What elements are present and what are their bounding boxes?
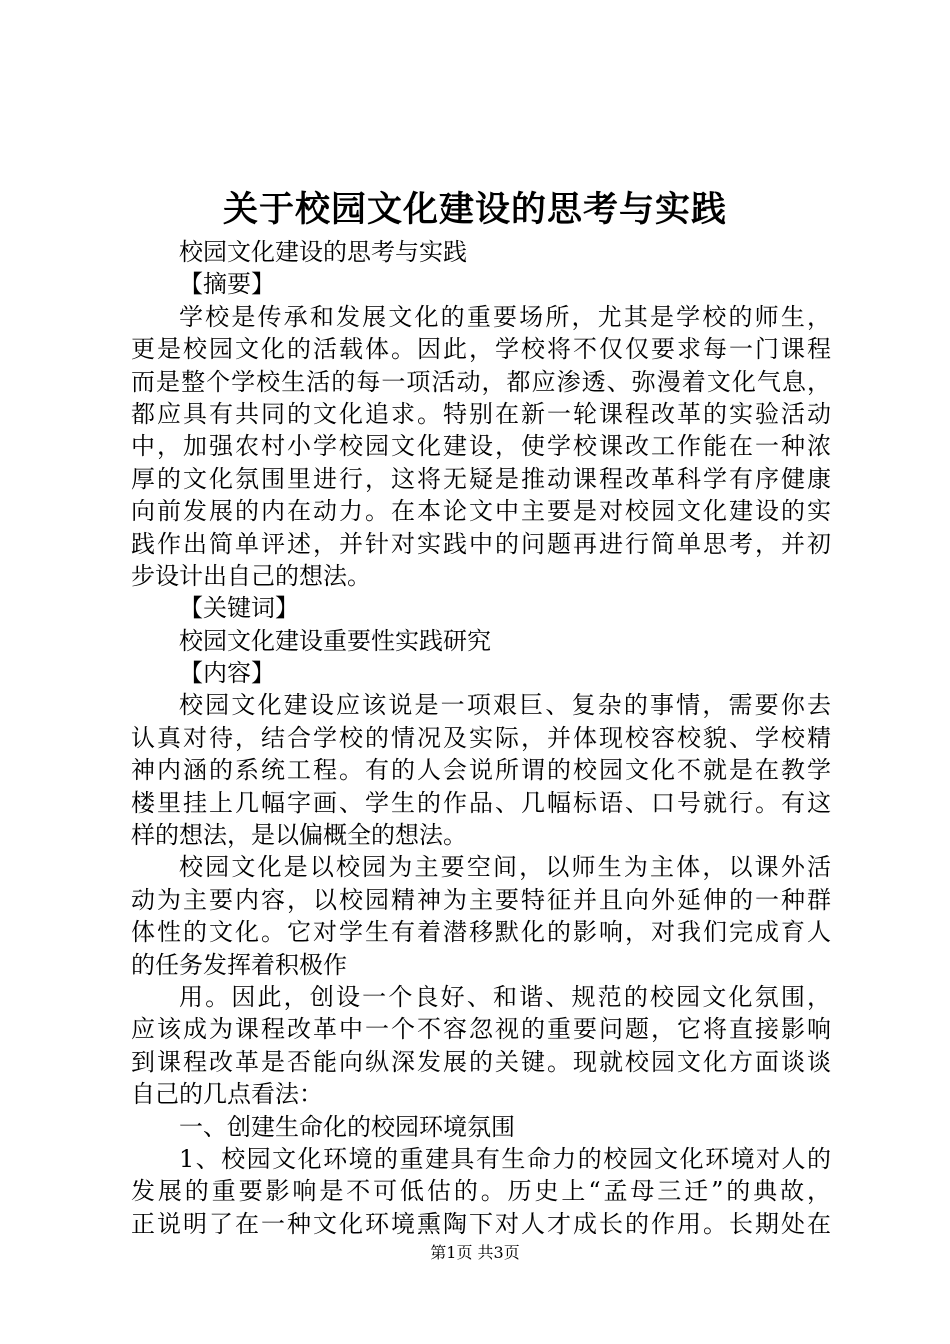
document-title: 关于校园文化建设的思考与实践 bbox=[222, 189, 727, 230]
text-line: 应该成为课程改革中一个不容忽视的重要问题，它将直接影响 bbox=[131, 1015, 831, 1044]
text-line: 1、校园文化环境的重建具有生命力的校园文化环境对人的 bbox=[179, 1144, 831, 1173]
text-line: 神内涵的系统工程。有的人会说所谓的校园文化不就是在教学 bbox=[131, 756, 831, 785]
text-line: 自己的几点看法： bbox=[131, 1080, 323, 1109]
text-line: 校园文化建设的思考与实践 bbox=[179, 238, 467, 266]
text-line: 【内容】 bbox=[179, 659, 275, 688]
text-line: 【关键词】 bbox=[179, 594, 299, 623]
text-line: 学校是传承和发展文化的重要场所，尤其是学校的师生， bbox=[179, 302, 831, 331]
text-line: 校园文化建设应该说是一项艰巨、复杂的事情，需要你去 bbox=[179, 691, 831, 720]
page-footer: 第1页 共3页 bbox=[430, 1243, 520, 1262]
text-line: 校园文化建设重要性实践研究 bbox=[179, 626, 491, 655]
text-line: 步设计出自己的想法。 bbox=[131, 561, 371, 590]
text-line: 践作出简单评述，并针对实践中的问题再进行简单思考，并初 bbox=[131, 529, 831, 558]
text-line: 一、创建生命化的校园环境氛围 bbox=[179, 1112, 515, 1141]
text-line: 正说明了在一种文化环境熏陶下对人才成长的作用。长期处在 bbox=[131, 1209, 831, 1238]
text-line: 到课程改革是否能向纵深发展的关键。现就校园文化方面谈谈 bbox=[131, 1047, 831, 1076]
text-line: 发展的重要影响是不可低估的。历史上“孟母三迁”的典故， bbox=[131, 1177, 831, 1206]
document-body bbox=[131, 236, 831, 1240]
text-line: 样的想法，是以偏概全的想法。 bbox=[131, 821, 467, 850]
text-line: 用。因此，创设一个良好、和谐、规范的校园文化氛围， bbox=[179, 982, 831, 1011]
text-line: 的任务发挥着积极作 bbox=[131, 950, 347, 979]
text-line: 更是校园文化的活载体。因此，学校将不仅仅要求每一门课程 bbox=[131, 335, 831, 364]
text-line: 向前发展的内在动力。在本论文中主要是对校园文化建设的实 bbox=[131, 497, 831, 526]
text-line: 校园文化是以校园为主要空间，以师生为主体，以课外活 bbox=[179, 853, 831, 882]
text-line: 都应具有共同的文化追求。特别在新一轮课程改革的实验活动 bbox=[131, 399, 831, 428]
text-line: 体性的文化。它对学生有着潜移默化的影响，对我们完成育人 bbox=[131, 918, 831, 947]
text-line: 厚的文化氛围里进行，这将无疑是推动课程改革科学有序健康 bbox=[131, 464, 831, 493]
text-line: 认真对待，结合学校的情况及实际，并体现校容校貌、学校精 bbox=[131, 723, 831, 752]
text-line: 动为主要内容，以校园精神为主要特征并且向外延伸的一种群 bbox=[131, 885, 831, 914]
text-line: 【摘要】 bbox=[179, 270, 275, 299]
text-line: 中，加强农村小学校园文化建设，使学校课改工作能在一种浓 bbox=[131, 432, 831, 461]
text-line: 楼里挂上几幅字画、学生的作品、几幅标语、口号就行。有这 bbox=[131, 788, 831, 817]
text-line: 而是整个学校生活的每一项活动，都应渗透、弥漫着文化气息， bbox=[131, 367, 831, 396]
